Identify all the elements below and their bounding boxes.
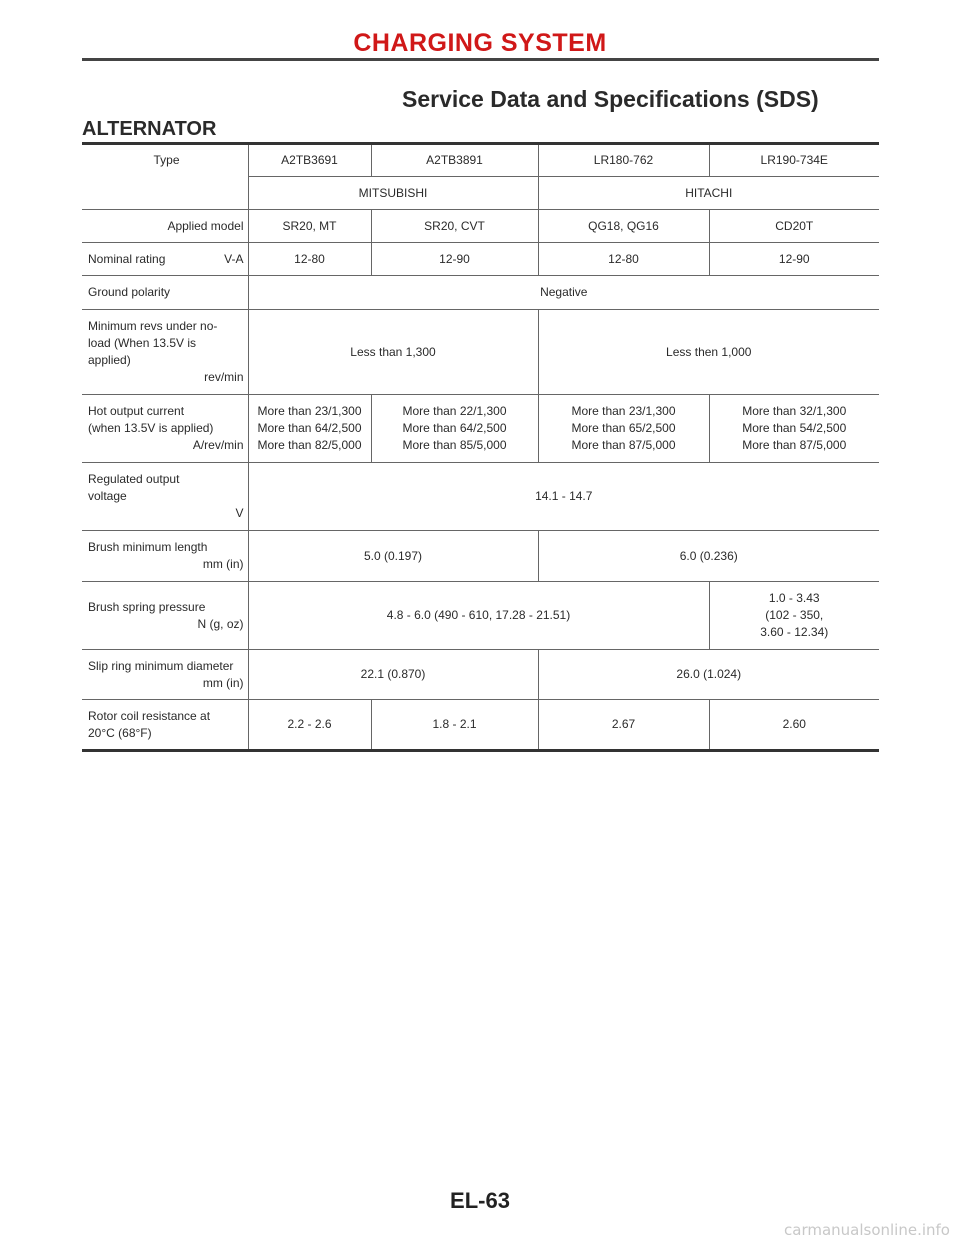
cell-type-4: LR190-734E [709,144,879,177]
table-row-applied-model [82,210,879,243]
cell-type-3: LR180-762 [538,144,709,177]
hot-output-1-line1: More than 23/1,300 [257,404,362,418]
label-min-revs-line2: load (When 13.5V is [88,336,197,350]
cell-hot-output-2 [371,395,538,463]
cell-rotor-coil-3: 2.67 [538,700,709,751]
cell-nominal-3: 12-80 [538,243,709,276]
label-hot-output-line1: Hot output current [88,404,185,418]
hot-output-4-line1: More than 32/1,300 [742,404,847,418]
hot-output-2-line3: More than 85/5,000 [402,438,507,452]
row-label-brush-length [82,531,248,582]
row-label-applied-model: Applied model [82,210,248,243]
cell-min-revs-mitsubishi: Less than 1,300 [248,310,538,395]
brush-pressure-right-line1: 1.0 - 3.43 [768,591,820,605]
label-brush-pressure: Brush spring pressure [88,599,206,614]
table-row-regulated-voltage [82,463,879,531]
table-row-type [82,144,879,177]
cell-slip-ring-mitsubishi: 22.1 (0.870) [248,650,538,700]
cell-hot-output-4 [709,395,879,463]
cell-applied-2: SR20, CVT [371,210,538,243]
cell-brush-pressure-right [709,582,879,650]
cell-brush-pressure-left: 4.8 - 6.0 (490 - 610, 17.28 - 21.51) [248,582,709,650]
cell-hot-output-3 [538,395,709,463]
label-nominal-rating: Nominal rating [88,251,166,266]
unit-min-revs: rev/min [204,370,244,384]
table-row-ground-polarity [82,276,879,310]
section-header-title: CHARGING SYSTEM [353,29,607,57]
cell-brush-length-hitachi: 6.0 (0.236) [538,531,879,582]
cell-type-1: A2TB3691 [248,144,371,177]
section-title: ALTERNATOR [82,118,217,140]
page-title: Service Data and Specifications (SDS) [402,86,819,112]
unit-brush-pressure: N (g, oz) [197,616,244,631]
watermark: carmanualsonline.info [784,1221,950,1239]
cell-applied-3: QG18, QG16 [538,210,709,243]
table-row-min-revs [82,310,879,395]
row-label-slip-ring [82,650,248,700]
table-row-brush-pressure [82,582,879,650]
hot-output-3-line1: More than 23/1,300 [571,404,676,418]
label-regulated-line1: Regulated output [88,472,180,486]
page-number: EL-63 [450,1188,510,1213]
hot-output-2-line2: More than 64/2,500 [402,421,507,435]
cell-applied-1: SR20, MT [248,210,371,243]
unit-nominal-rating: V-A [224,251,244,266]
label-rotor-coil-line2: 20°C (68°F) [88,725,152,740]
header-rule [82,58,879,61]
hot-output-1-line3: More than 82/5,000 [257,438,362,452]
row-label-hot-output [82,395,248,463]
label-regulated-line2: voltage [88,489,127,503]
cell-brush-length-mitsubishi: 5.0 (0.197) [248,531,538,582]
brush-pressure-right-line2: (102 - 350, [765,608,824,622]
label-brush-length: Brush minimum length [88,540,208,554]
cell-ground-polarity: Negative [248,276,879,310]
alternator-spec-table [82,142,879,752]
cell-applied-4: CD20T [709,210,879,243]
hot-output-3-line2: More than 65/2,500 [571,421,676,435]
hot-output-1-line2: More than 64/2,500 [257,421,362,435]
hot-output-4-line2: More than 54/2,500 [742,421,847,435]
table-row-brush-length [82,531,879,582]
label-slip-ring: Slip ring minimum diameter [88,658,234,673]
cell-rotor-coil-4: 2.60 [709,700,879,751]
label-hot-output-line2: (when 13.5V is applied) [88,421,214,435]
cell-hot-output-1 [248,395,371,463]
cell-rotor-coil-1: 2.2 - 2.6 [248,700,371,751]
cell-nominal-1: 12-80 [248,243,371,276]
hot-output-4-line3: More than 87/5,000 [742,438,847,452]
cell-slip-ring-hitachi: 26.0 (1.024) [538,650,879,700]
label-rotor-coil-line1: Rotor coil resistance at [88,708,211,723]
cell-maker-hitachi: HITACHI [538,177,879,210]
hot-output-2-line1: More than 22/1,300 [402,404,507,418]
label-min-revs-line1: Minimum revs under no- [88,319,218,333]
cell-nominal-2: 12-90 [371,243,538,276]
cell-nominal-4: 12-90 [709,243,879,276]
row-label-brush-pressure [82,582,248,650]
unit-hot-output: A/rev/min [192,438,244,452]
table-row-maker [82,177,879,210]
row-label-min-revs [82,310,248,395]
row-label-type: Type [82,144,248,177]
cell-type-2: A2TB3891 [371,144,538,177]
row-label-regulated-voltage [82,463,248,531]
table-row-nominal-rating [82,243,879,276]
cell-rotor-coil-2: 1.8 - 2.1 [371,700,538,751]
table-row-slip-ring [82,650,879,700]
table-row-rotor-coil [82,700,879,751]
unit-slip-ring: mm (in) [202,675,244,690]
unit-brush-length: mm (in) [202,557,244,571]
row-label-ground-polarity: Ground polarity [82,276,248,310]
label-min-revs-line3: applied) [88,353,131,367]
cell-maker-mitsubishi: MITSUBISHI [248,177,538,210]
row-label-rotor-coil [82,700,248,751]
row-label-maker-empty [82,177,248,210]
hot-output-3-line3: More than 87/5,000 [571,438,676,452]
cell-regulated-voltage: 14.1 - 14.7 [248,463,879,531]
row-label-nominal-rating [82,243,248,276]
brush-pressure-right-line3: 3.60 - 12.34) [760,625,829,639]
table-row-hot-output [82,395,879,463]
unit-regulated-voltage: V [235,506,244,520]
cell-min-revs-hitachi: Less then 1,000 [538,310,879,395]
